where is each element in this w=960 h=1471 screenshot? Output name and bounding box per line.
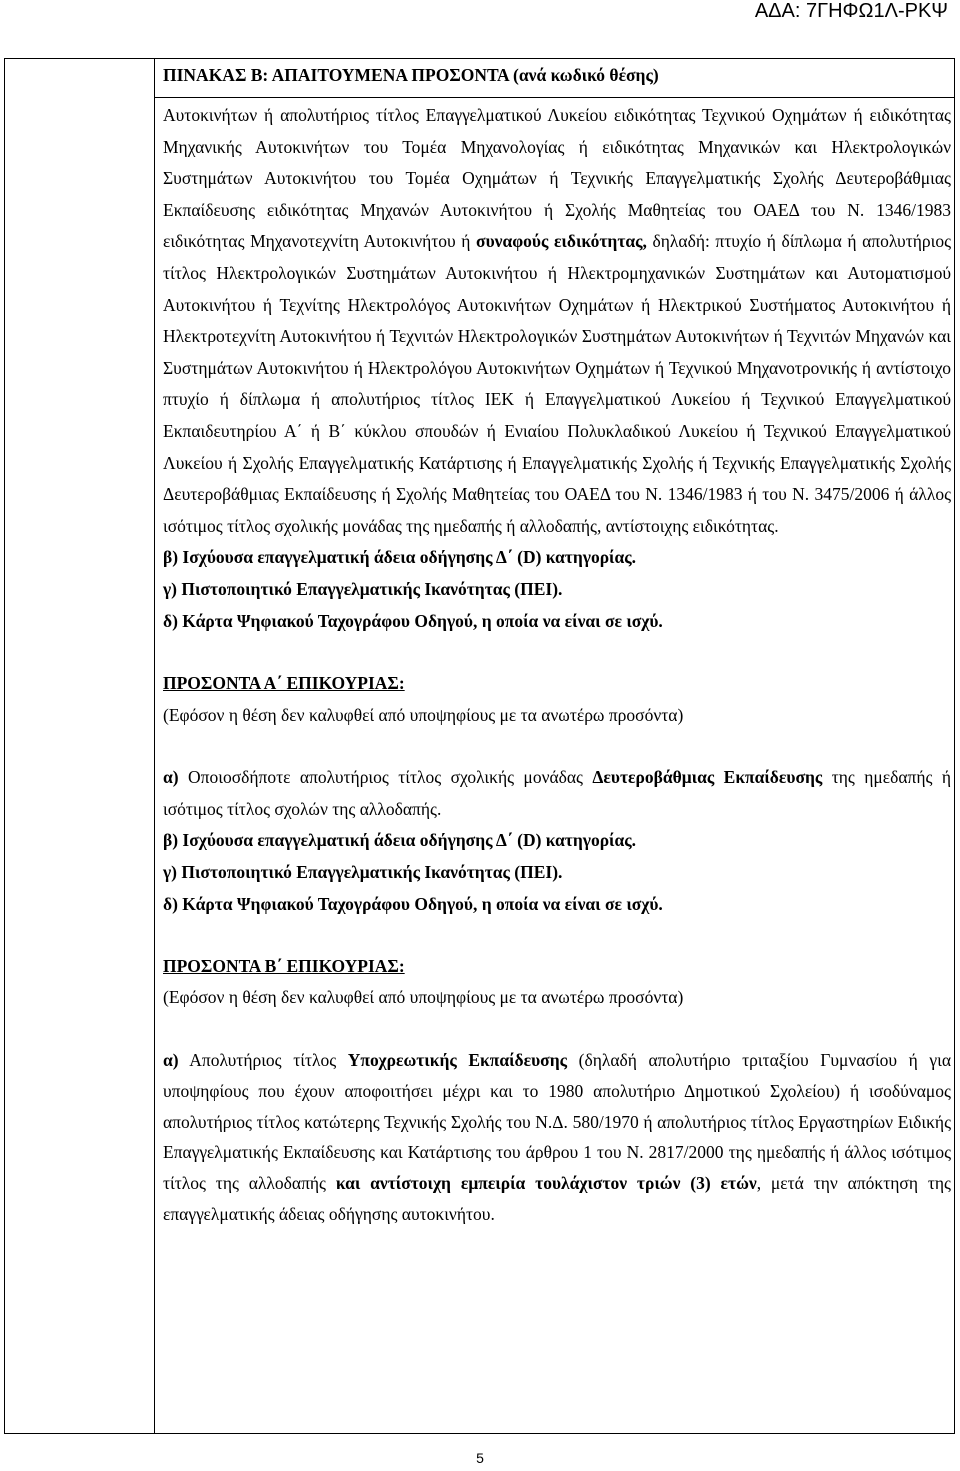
section-b-item-a-bold-1: Υποχρεωτικής Εκπαίδευσης [347,1049,568,1070]
section-a-note: (Εφόσον η θέση δεν καλυφθεί από υποψηφίους με τα ανωτέρω προσόντα) [163,704,684,725]
main-tachograph-requirement: δ) Κάρτα Ψηφιακού Ταχογράφου Οδηγού, η οποία να είναι σε ισχύ. [163,610,663,631]
ada-code: ΑΔΑ: 7ΓΗΦΩ1Λ-ΡΚΨ [754,0,948,22]
section-a [163,668,951,920]
section-a-tachograph-requirement: δ) Κάρτα Ψηφιακού Ταχογράφου Οδηγού, η οποία να είναι σε ισχύ. [163,893,663,914]
main-text-bold: συναφούς ειδικότητας, [476,231,647,252]
section-b [163,951,951,1230]
table-content-cell [163,62,951,1230]
section-b-item-a-bold-2: και αντίστοιχη εμπειρία τουλάχιστον τριών (3) ετών [335,1173,757,1194]
section-b-item-a-text-2: (δηλαδή απολυτήριο τριταξίου Γυμνασίου ή για υποψηφίους που έχουν αποφοιτήσει μέχρι και το 1980 απολυτήριο Δημοτικού Σχολείου) ή ισοδύναμος απολυτήριος τίτλος κατώτερης Τεχνικής Σχολής του Ν.Δ. 580/1970 ή απολυτήριος τίτλος Εργαστηρίων Ειδικής Επαγγελματικής Εκπαίδευσης και Κατάρτισης του άρθρου 1 του Ν. 2817/2000 της ημεδαπής ή άλλος ισότιμος τίτλος της αλλοδαπής [163,1049,952,1194]
section-a-item-a-text-2: της ημεδαπής ή ισότιμος τίτλος σχολών της αλλοδαπής. [163,767,952,819]
section-a-item-a [163,762,951,825]
section-b-item-a-label: α) [163,1049,179,1070]
main-text-part-2: δηλαδή: πτυχίο ή δίπλωμα ή απολυτήριος τίτλος Ηλεκτρολογικών Συστημάτων Αυτοκινήτου ή Ηλεκτρομηχανικών Συστημάτων και Αυτοματισμού Αυτοκινήτου ή Τεχνίτης Ηλεκτρολόγος Αυτοκινήτων Οχημάτων ή Ηλεκτρικού Συστήματος Αυτοκινήτου ή Ηλεκτροτεχνίτη Αυτοκινήτου ή Τεχνιτών Ηλεκτρολογικών Συστημάτων Αυτοκινήτων ή Τεχνιτών Μηχανών και Συστημάτων Αυτοκινήτου ή Ηλεκτρολόγου Αυτοκινήτων Οχημάτων ή Τεχνικού Μηχανοτρονικής ή αντίστοιχο πτυχίο ή δίπλωμα ή απολυτήριος τίτλος ΙΕΚ ή Επαγγελματικού Λυκείου ή Τεχνικού Επαγγελματικού Εκπαιδευτηρίου Α΄ ή Β΄ κύκλου σπουδών ή Ενιαίου Πολυκλαδικού Λυκείου ή Τεχνικού Επαγγελματικού Λυκείου ή Σχολής Επαγγελματικής Κατάρτισης ή Επαγγελματικής Σχολής ή Τεχνικής Επαγγελματικής Σχολής Δευτεροβάθμιας Εκπαίδευσης ή Σχολής Μαθητείας του ΟΑΕΔ του Ν. 1346/1983 ή του Ν. 3475/2006 ή άλλος ισότιμος τίτλος σχολικής μονάδας της ημεδαπής ή αλλοδαπής, αντίστοιχης ειδικότητας. [163,231,952,536]
section-a-item-a-label: α) [163,767,179,788]
main-qualification-text [163,100,951,542]
section-b-item-a-text-1: Απολυτήριος τίτλος [189,1049,337,1070]
page-number: 5 [476,1450,484,1466]
main-text-part-1: Αυτοκινήτων ή απολυτήριος τίτλος Επαγγελματικού Λυκείου ειδικότητας Τεχνικού Οχημάτων ή ειδικότητας Μηχανικής Αυτοκινήτων του Τομέα Μηχανολογίας ή ειδικότητας Μηχανικών και Ηλεκτρολογικών Συστημάτων Αυτοκινήτου του Τομέα Οχημάτων ή Τεχνικής Επαγγελματικής Σχολής Δευτεροβάθμιας Εκπαίδευσης ειδικότητας Μηχανών Αυτοκινήτου ή Σχολής Μαθητείας του ΟΑΕΔ του Ν. 1346/1983 ειδικότητας Μηχανοτεχνίτη Αυτοκινήτου ή [163,105,951,252]
table-column-divider [154,58,155,1434]
section-a-heading: ΠΡΟΣΟΝΤΑ Α΄ ΕΠΙΚΟΥΡΙΑΣ: [163,673,405,694]
section-b-item-a-text-3: , μετά την απόκτηση της επαγγελματικής άδειας οδήγησης αυτοκινήτου. [163,1173,951,1225]
main-license-requirement: β) Ισχύουσα επαγγελματική άδεια οδήγησης Δ΄ (D) κατηγορίας. [163,547,637,568]
section-b-heading: ΠΡΟΣΟΝΤΑ Β΄ ΕΠΙΚΟΥΡΙΑΣ: [163,956,405,977]
section-b-note: (Εφόσον η θέση δεν καλυφθεί από υποψηφίους με τα ανωτέρω προσόντα) [163,987,684,1008]
section-a-pei-requirement: γ) Πιστοποιητικό Επαγγελματικής Ικανότητας (ΠΕΙ). [163,862,563,883]
section-a-item-a-bold: Δευτεροβάθμιας Εκπαίδευσης [592,767,823,788]
section-a-license-requirement: β) Ισχύουσα επαγγελματική άδεια οδήγησης Δ΄ (D) κατηγορίας. [163,830,637,851]
table-title: ΠΙΝΑΚΑΣ Β: ΑΠΑΙΤΟΥΜΕΝΑ ΠΡΟΣΟΝΤΑ (ανά κωδικό θέσης) [163,65,659,85]
section-a-item-a-text-1: Οποιοσδήποτε απολυτήριος τίτλος σχολικής μονάδας [188,767,583,788]
main-pei-requirement: γ) Πιστοποιητικό Επαγγελματικής Ικανότητας (ΠΕΙ). [163,578,563,599]
section-b-item-a [163,1045,951,1230]
